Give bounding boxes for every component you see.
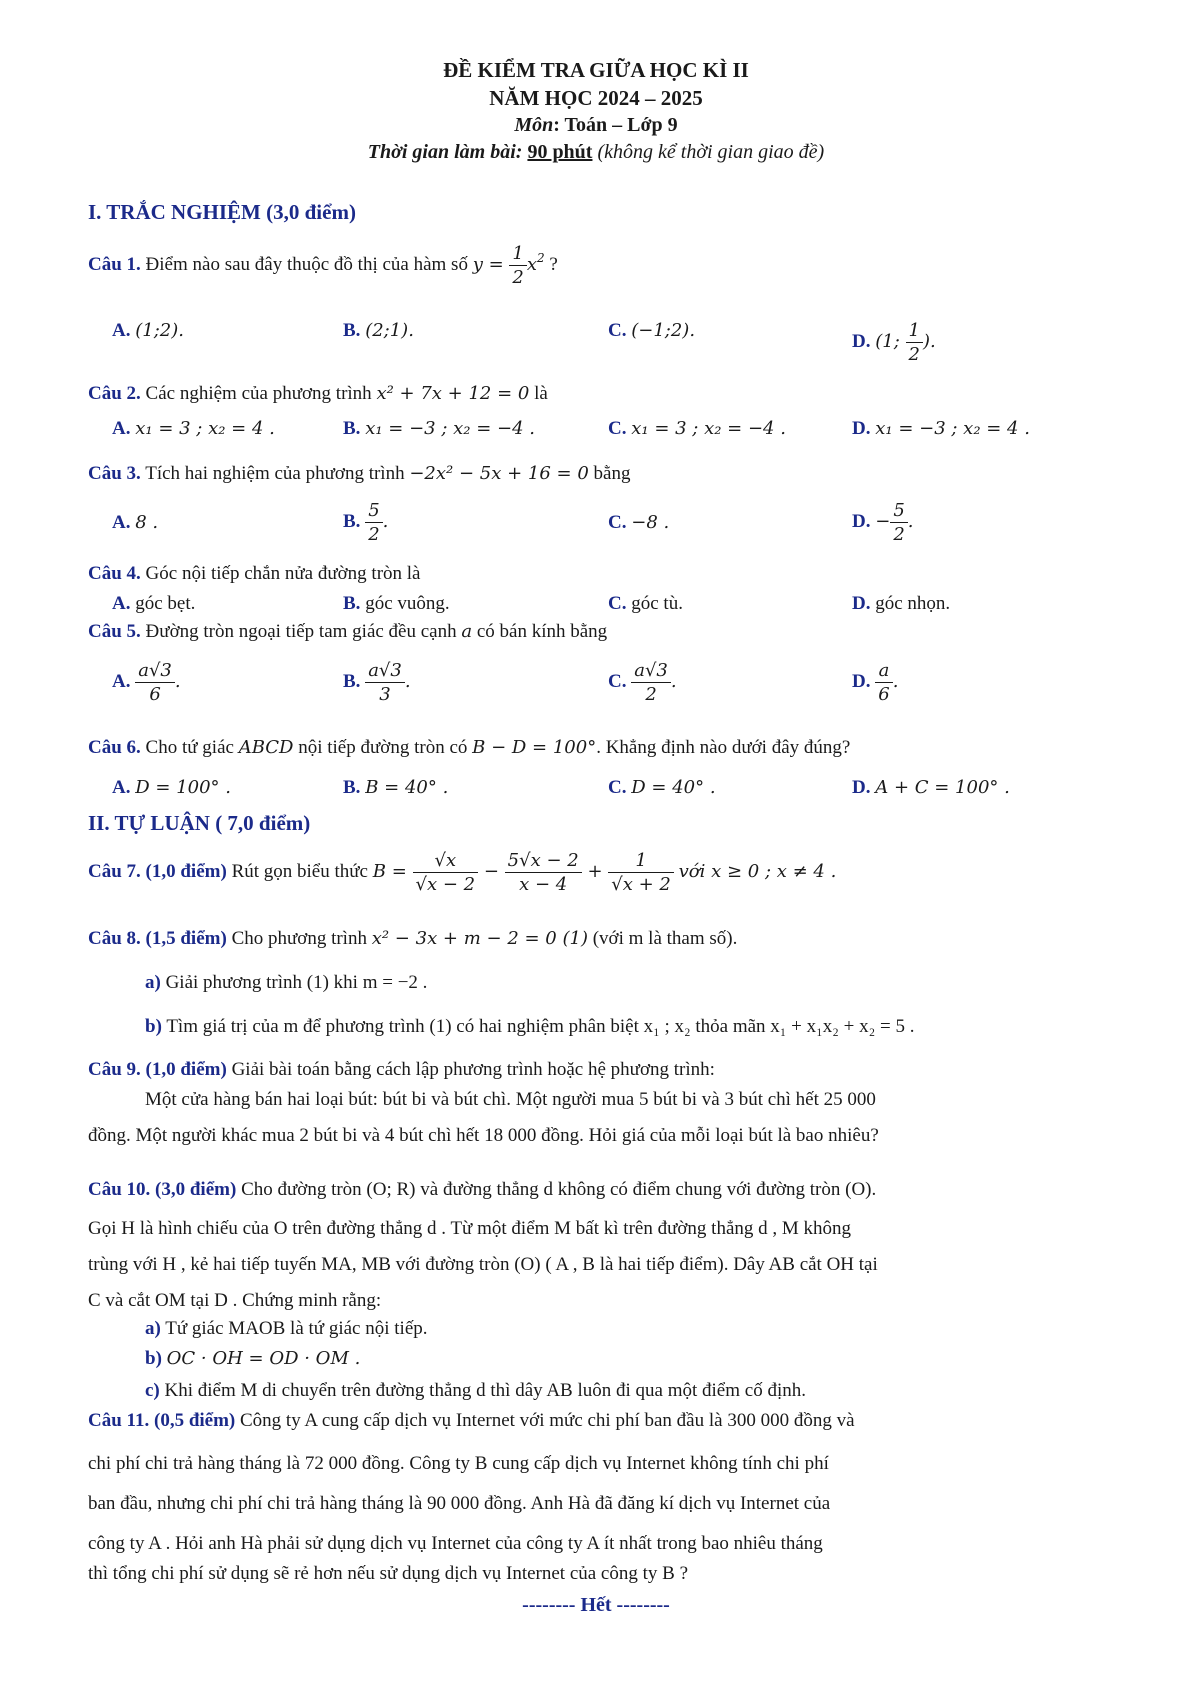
question-3: Câu 3. Tích hai nghiệm của phương trình −2x² − 5x + 16 = 0 bằng: [88, 463, 631, 484]
question-10: Câu 10. (3,0 điểm) Cho đường tròn (O; R) và đường thẳng d không có điểm chung với đường tròn (O).: [88, 1179, 877, 1200]
question-10-line-2: Gọi H là hình chiếu của O trên đường thẳng d . Từ một điểm M bất kì trên đường thẳng d , M không: [88, 1218, 852, 1239]
q3-option-b: B. $\frac{5}{2}$ .: [343, 500, 389, 545]
question-11-line-2: chi phí chi trả hàng tháng là 72 000 đồng. Công ty B cung cấp dịch vụ Internet không tính chi phí: [88, 1453, 829, 1474]
question-9-line-1: Một cửa hàng bán hai loại bút: bút bi và bút chì. Một người mua 5 bút bi và 3 bút chì hết 25 000: [145, 1089, 876, 1110]
question-8b: b) Tìm giá trị của m để phương trình (1) có hai nghiệm phân biệt x₁ ; x₂ thỏa mãn x₁ + x₁x₂ + x₂ = 5 .: [145, 1016, 915, 1037]
q4-option-c: C. góc tù.: [608, 593, 683, 614]
question-5: Câu 5. Đường tròn ngoại tiếp tam giác đều cạnh a có bán kính bằng: [88, 621, 608, 642]
q4-option-a: A. góc bẹt.: [112, 593, 196, 614]
time-value: 90 phút: [527, 141, 593, 163]
q3-option-a: A. 8 .: [112, 512, 159, 533]
question-10a: a) Tứ giác MAOB là tứ giác nội tiếp.: [145, 1318, 428, 1339]
question-8a: a) Giải phương trình (1) khi m = −2 .: [145, 972, 428, 993]
q5-option-a: A. $\frac{a√3}{6}$ .: [112, 660, 181, 705]
q2-option-c: C. x₁ = 3 ; x₂ = −4 .: [608, 418, 786, 439]
question-8: Câu 8. (1,5 điểm) Cho phương trình x² − 3x + m − 2 = 0 (1) (với m là tham số).: [88, 928, 738, 949]
q6-option-a: A. D = 100° .: [112, 777, 231, 798]
question-11-line-3: ban đầu, nhưng chi phí chi trả hàng tháng là 90 000 đồng. Anh Hà đã đăng kí dịch vụ Internet của: [88, 1493, 831, 1514]
end-marker: -------- Hết --------: [522, 1594, 670, 1616]
exam-title: ĐỀ KIỂM TRA GIỮA HỌC KÌ II: [443, 58, 749, 82]
question-11: Câu 11. (0,5 điểm) Công ty A cung cấp dịch vụ Internet với mức chi phí ban đầu là 300 000 đồng và: [88, 1410, 855, 1431]
time-note: (không kể thời gian giao đề): [597, 141, 825, 163]
q3-option-c: C. −8 .: [608, 512, 670, 533]
section-2-title: II. TỰ LUẬN ( 7,0 điểm): [88, 811, 311, 835]
time-line: [0, 141, 1192, 164]
question-4: Câu 4. Góc nội tiếp chắn nửa đường tròn là: [88, 563, 421, 584]
q1-option-b: B. (2;1).: [343, 320, 414, 341]
school-year: NĂM HỌC 2024 – 2025: [489, 86, 703, 110]
q4-option-d: D. góc nhọn.: [852, 593, 951, 614]
question-10c: c) Khi điểm M di chuyển trên đường thẳng d thì dây AB luôn đi qua một điểm cố định.: [145, 1380, 806, 1401]
question-9-line-2: đồng. Một người khác mua 2 bút bi và 4 bút chì hết 18 000 đồng. Hỏi giá của mỗi loại bút là bao nhiêu?: [88, 1125, 879, 1146]
question-11-line-5: thì tổng chi phí sử dụng sẽ rẻ hơn nếu sử dụng dịch vụ Internet của công ty B ?: [88, 1563, 689, 1584]
q2-option-d: D. x₁ = −3 ; x₂ = 4 .: [852, 418, 1030, 439]
question-10-line-4: C và cắt OM tại D . Chứng minh rằng:: [88, 1290, 382, 1311]
q6-option-c: C. D = 40° .: [608, 777, 716, 798]
time-label: Thời gian làm bài:: [367, 141, 523, 163]
q4-option-b: B. góc vuông.: [343, 593, 450, 614]
subject-label: Môn: [514, 114, 554, 136]
question-2: Câu 2. Các nghiệm của phương trình x² + 7x + 12 = 0 là: [88, 383, 548, 404]
q1-option-a: A. (1;2).: [112, 320, 184, 341]
section-1-title: I. TRẮC NGHIỆM (3,0 điểm): [88, 200, 356, 224]
question-10-line-3: trùng với H , kẻ hai tiếp tuyến MA, MB với đường tròn (O) ( A , B là hai tiếp điểm). Dây AB cắt OH tại: [88, 1254, 878, 1275]
question-1-text: Điểm nào sau đây thuộc đồ thị của hàm số: [145, 253, 468, 275]
question-1-label: Câu 1.: [88, 253, 141, 275]
q5-option-b: B. $\frac{a√3}{3}$ .: [343, 660, 411, 705]
q5-option-d: D. $\frac{a}{6}$ .: [852, 660, 899, 705]
q1-option-c: C. (−1;2).: [608, 320, 696, 341]
q6-option-b: B. B = 40° .: [343, 777, 449, 798]
question-6: Câu 6. Cho tứ giác ABCD nội tiếp đường tròn có B − D = 100°. Khẳng định nào dưới đây đúng?: [88, 737, 851, 758]
question-10b: b) OC · OH = OD · OM .: [145, 1348, 361, 1369]
subject-value: : Toán – Lớp 9: [553, 114, 678, 136]
question-1: Câu 1. Điểm nào sau đây thuộc đồ thị của hàm số y = $\frac{1}{2}$ $x^2$ ?: [88, 243, 558, 288]
q6-option-d: D. A + C = 100° .: [852, 777, 1010, 798]
subject-line: [0, 114, 1192, 137]
q2-option-b: B. x₁ = −3 ; x₂ = −4 .: [343, 418, 535, 439]
q5-option-c: C. $\frac{a√3}{2}$ .: [608, 660, 677, 705]
q3-option-d: D. − $\frac{5}{2}$ .: [852, 500, 914, 545]
q1-option-d: D. (1; $\frac{1}{2}$ ).: [852, 320, 936, 365]
question-11-line-4: công ty A . Hỏi anh Hà phải sử dụng dịch vụ Internet của công ty A ít nhất trong bao nhiêu tháng: [88, 1533, 823, 1554]
question-9: Câu 9. (1,0 điểm) Giải bài toán bằng cách lập phương trình hoặc hệ phương trình:: [88, 1059, 715, 1080]
question-7: Câu 7. (1,0 điểm) Rút gọn biểu thức B = $\frac{√x}{√x - 2}$ − $\frac{5√x - 2}{x - 4}$ + $\frac{1}{√x + 2}$ với x ≥ 0 ; x ≠ 4 .: [88, 850, 837, 895]
q2-option-a: A. x₁ = 3 ; x₂ = 4 .: [112, 418, 275, 439]
